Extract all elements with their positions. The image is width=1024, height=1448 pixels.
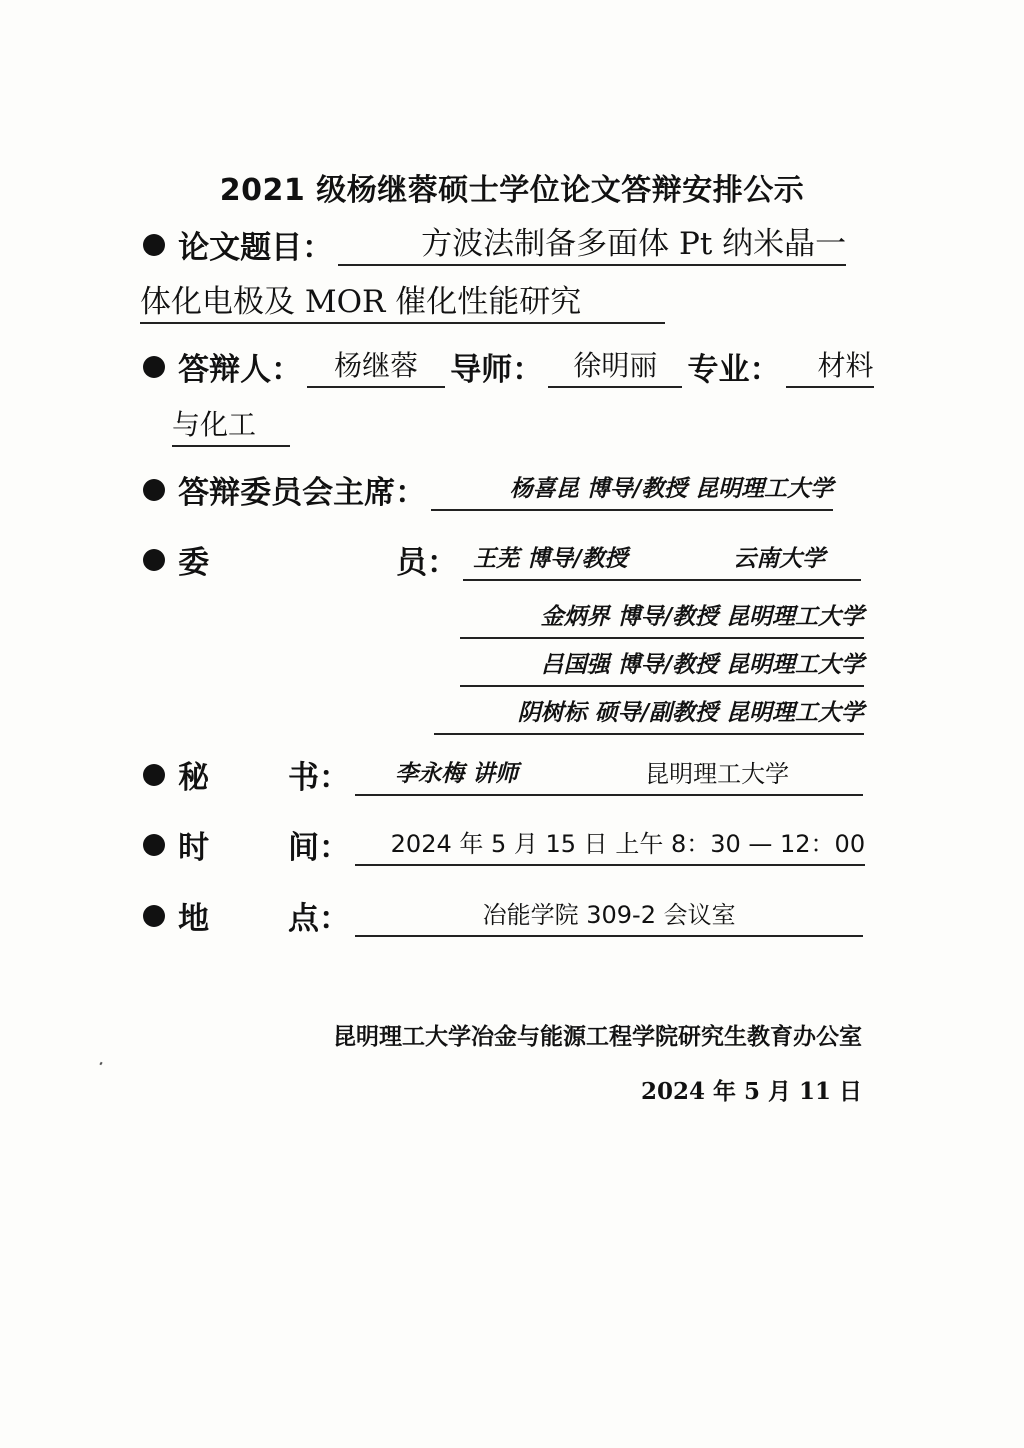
place-label-right: 点：	[288, 901, 350, 937]
bullet-icon	[143, 479, 165, 501]
major-row-2	[172, 405, 290, 447]
thesis-title-line-1: 方波法制备多面体 Pt 纳米晶一	[338, 224, 846, 266]
respondent-label: 答辩人：	[178, 352, 303, 388]
committee-member-row-3	[460, 645, 864, 687]
bullet-icon	[143, 234, 165, 256]
committee-member-row-4	[434, 693, 864, 735]
place-label-left: 地	[178, 901, 210, 937]
secretary-row	[143, 752, 209, 797]
secretary-label-right: 书：	[288, 760, 350, 796]
major-label: 专业：	[687, 352, 781, 388]
time-label-right: 间：	[288, 830, 350, 866]
committee-member-2: 金炳界 博导/教授 昆明理工大学	[460, 597, 864, 639]
secretary-label-left: 秘	[178, 760, 210, 796]
committee-member-1	[463, 539, 861, 581]
committee-member-4: 阴树标 硕导/副教授 昆明理工大学	[434, 693, 864, 735]
thesis-label: 论文题目：	[178, 230, 334, 266]
secretary-org: 昆明理工大学	[645, 759, 790, 788]
committee-member-1-org: 云南大学	[733, 544, 826, 572]
bullet-icon	[143, 356, 165, 378]
bullet-icon	[143, 764, 165, 786]
time-row	[143, 822, 209, 867]
place-value: 冶能学院 309-2 会议室	[355, 895, 863, 937]
committee-member-3: 吕国强 博导/教授 昆明理工大学	[460, 645, 864, 687]
time-value: 2024 年 5 月 15 日 上午 8：30 — 12：00	[355, 824, 865, 866]
committee-members-label-right: 员：	[396, 545, 458, 581]
committee-member-row-1	[396, 537, 861, 582]
issuer: 昆明理工大学冶金与能源工程学院研究生教育办公室	[333, 1023, 862, 1050]
place-value-row	[288, 893, 863, 938]
thesis-title-row-2	[140, 282, 665, 324]
major-line-2: 与化工	[172, 405, 290, 447]
time-value-row	[288, 822, 865, 867]
time-label-left: 时	[178, 830, 210, 866]
thesis-title-row	[143, 222, 846, 267]
committee-chair-row	[143, 467, 833, 512]
respondent-name: 杨继蓉	[307, 346, 445, 388]
advisor-label: 导师：	[450, 352, 544, 388]
major-line-1: 材料	[786, 346, 874, 388]
respondent-row	[143, 344, 874, 389]
committee-member-row-2	[460, 597, 864, 639]
committee-members-row	[143, 537, 209, 582]
bullet-icon	[143, 834, 165, 856]
committee-member-1-name: 王芜 博导/教授	[473, 544, 628, 572]
secretary-value-row	[288, 752, 863, 797]
bullet-icon	[143, 905, 165, 927]
page-title: 2021 级杨继蓉硕士学位论文答辩安排公示	[219, 173, 805, 208]
place-row	[143, 893, 209, 938]
committee-members-label-left: 委	[178, 545, 210, 581]
bullet-icon	[143, 549, 165, 571]
scan-speck	[99, 1062, 102, 1066]
committee-chair: 杨喜昆 博导/教授 昆明理工大学	[431, 469, 833, 511]
committee-chair-label: 答辩委员会主席：	[178, 475, 427, 511]
issue-date: 2024 年 5 月 11 日	[640, 1078, 862, 1105]
advisor-name: 徐明丽	[548, 346, 682, 388]
secretary-name: 李永梅 讲师	[395, 759, 519, 787]
thesis-title-line-2: 体化电极及 MOR 催化性能研究	[140, 282, 665, 324]
secretary-value	[355, 754, 863, 796]
